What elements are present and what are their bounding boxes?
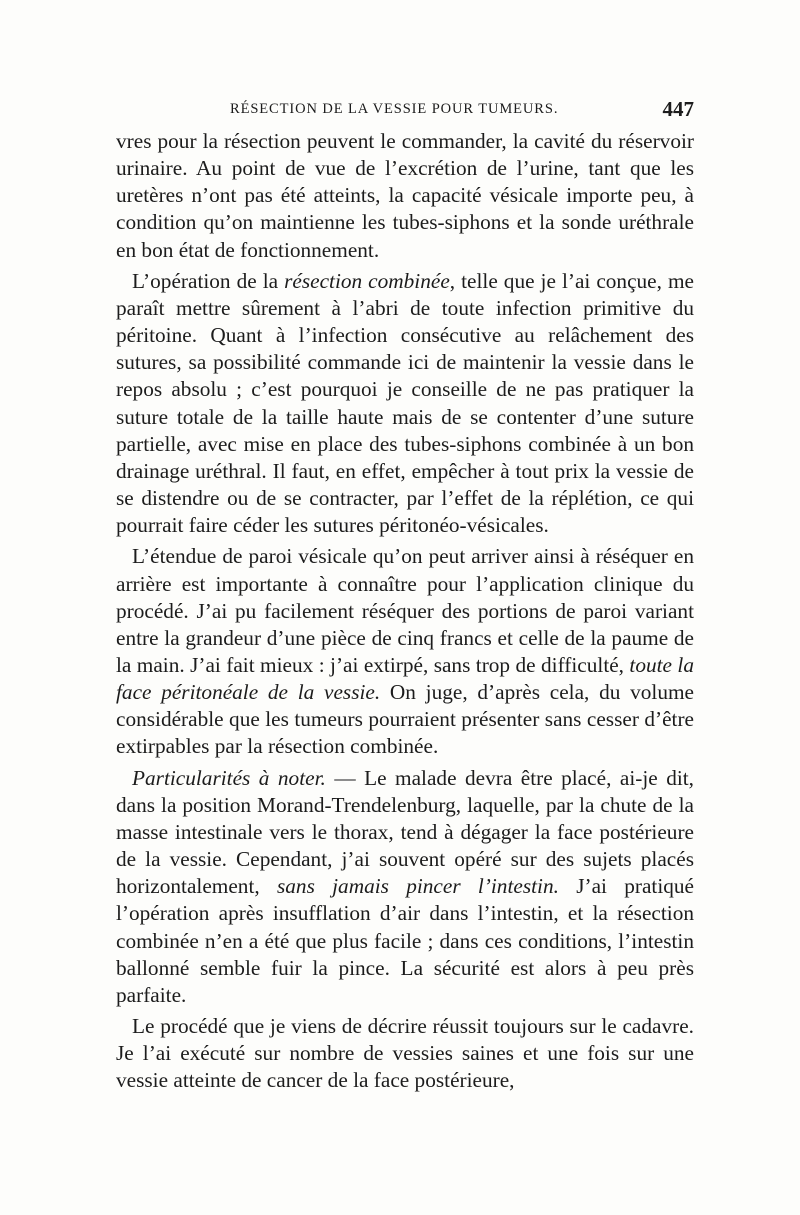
paragraph-text: — Le malade devra être placé, ai-je dit, dans la position Morand-Trendelenburg, laquelle, par la chute de la masse intestinale vers le thorax, tend à dégager la face postérieure de la vessie. Cependant, j’ai souvent opéré sur des sujets placés horizontalement, — [116, 765, 695, 899]
paragraph-text: On juge, d’après cela, du volume considérable que les tumeurs pourraient présenter sans cesser d’être extirpables par la résection combinée. — [116, 680, 694, 759]
paragraph — [116, 128, 694, 264]
run-in-heading: Particularités à noter. — [132, 765, 326, 790]
emphasis-text: sans jamais pincer l’intestin. — [276, 874, 559, 899]
paragraph-text: vres pour la résection peuvent le commander, la cavité du réservoir urinaire. Au point de vue de l’excrétion de l’urine, tant que les uretères n’ont pas été atteints, la capacité vésicale importe peu, à condition qu’on maintienne les tubes-siphons et la sonde uréthrale en bon état de fonctionnement. — [116, 129, 694, 262]
paragraph — [116, 765, 694, 1009]
paragraph-text: , telle que je l’ai conçue, me paraît mettre sûrement à l’abri de toute infection primitive du péritoine. Quant à l’infection consécutive au relâchement des sutures, sa possibilité commande ici de maintenir la vessie dans le repos absolu ; c’est pourquoi je conseille de ne pas pratiquer la suture totale de la taille haute mais de se contenter d’une suture partielle, avec mise en place des tubes-siphons combinée à un bon drainage uréthral. Il faut, en effet, empêcher à tout prix la vessie de se distendre ou de se contracter, par l’effet de la réplétion, ce qui pourrait faire céder les sutures péritonéo-vésicales. — [116, 268, 694, 538]
paragraph-text: L’opération de la — [132, 268, 285, 293]
paragraph — [116, 1013, 694, 1094]
running-title: RÉSECTION DE LA VESSIE POUR TUMEURS. — [230, 101, 559, 117]
emphasis-text: toute la face péritonéale de la vessie. — [116, 652, 694, 705]
body-text — [116, 128, 694, 1094]
paragraph-text: L’étendue de paroi vésicale qu’on peut arriver ainsi à réséquer en arrière est importante à connaître pour l’application clinique du procédé. J’ai pu facilement réséquer des portions de paroi variant entre la grandeur d’une pièce de cinq francs et celle de la paume de la main. J’ai fait mieux : j’ai extirpé, sans trop de difficulté, — [116, 544, 694, 677]
paragraph — [116, 268, 694, 540]
paragraph-text: Le procédé que je viens de décrire réussit toujours sur le cadavre. Je l’ai exécuté sur nombre de vessies saines et une fois sur une vessie atteinte de cancer de la face postérieure, — [116, 1014, 694, 1093]
page-number: 447 — [662, 97, 694, 121]
emphasis-text: résection combinée — [284, 268, 450, 293]
running-head — [116, 97, 694, 121]
paragraph — [116, 543, 694, 760]
paragraph-text: J’ai pratiqué l’opération après insufflation d’air dans l’intestin, et la résection combinée n’en a été que plus facile ; dans ces conditions, l’intestin ballonné semble fuir la pince. La sécurité est alors à peu près parfaite. — [116, 874, 694, 1007]
